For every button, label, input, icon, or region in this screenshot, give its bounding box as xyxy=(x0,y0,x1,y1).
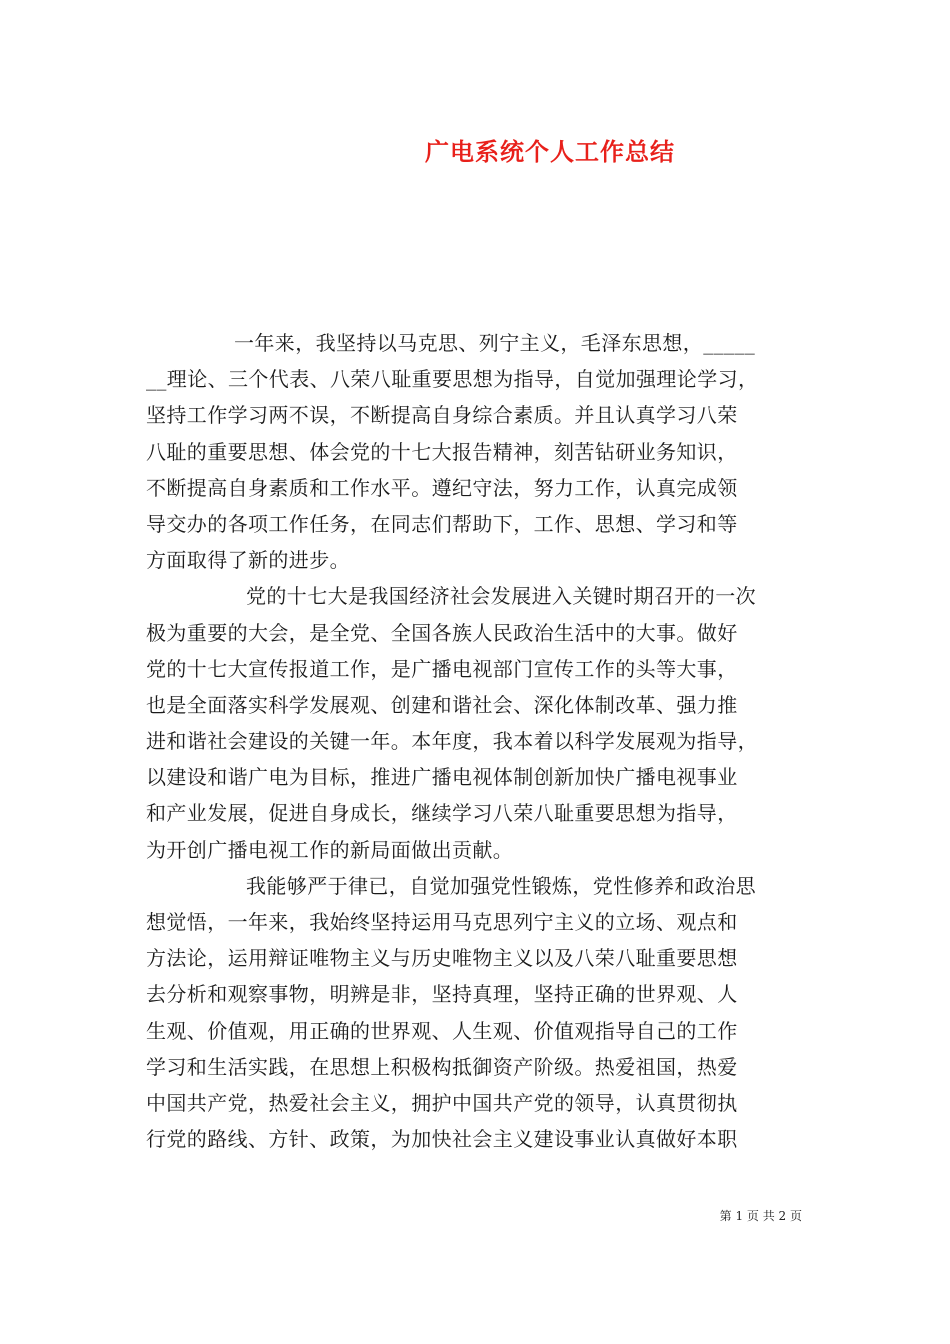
paragraph-line: 方面取得了新的进步。 xyxy=(146,548,350,573)
paragraph-line: 我能够严于律已，自觉加强党性锻炼，党性修养和政治思 xyxy=(246,873,756,898)
paragraph-line: 一年来，我坚持以马克思、列宁主义，毛泽东思想，_____ xyxy=(234,331,756,355)
paragraph-line: __理论、三个代表、八荣八耻重要思想为指导，自觉加强理论学习， xyxy=(146,367,759,392)
document-body xyxy=(146,325,810,1157)
paragraph-line: 也是全面落实科学发展观、创建和谐社会、深化体制改革、强力推 xyxy=(146,692,738,717)
paragraph-line: 以建设和谐广电为目标，推进广播电视体制创新加快广播电视事业 xyxy=(146,765,738,790)
paragraph-line: 为开创广播电视工作的新局面做出贡献。 xyxy=(146,837,514,862)
paragraph-line: 八耻的重要思想、体会党的十七大报告精神，刻苦钻研业务知识， xyxy=(146,439,738,464)
paragraph-3 xyxy=(146,868,810,1158)
paragraph-line: 中国共产党，热爱社会主义，拥护中国共产党的领导，认真贯彻执 xyxy=(146,1090,738,1115)
paragraph-line: 学习和生活实践，在思想上积极构抵御资产阶级。热爱祖国，热爱 xyxy=(146,1054,738,1079)
paragraph-1 xyxy=(146,325,810,578)
paragraph-line: 方法论，运用辩证唯物主义与历史唯物主义以及八荣八耻重要思想 xyxy=(146,946,738,971)
page-number-footer: 第 1 页 共 2 页 xyxy=(719,1209,802,1223)
paragraph-line: 进和谐社会建设的关键一年。本年度，我本着以科学发展观为指导， xyxy=(146,729,758,754)
paragraph-line: 极为重要的大会，是全党、全国各族人民政治生活中的大事。做好 xyxy=(146,620,738,645)
paragraph-line: 党的十七大宣传报道工作，是广播电视部门宣传工作的头等大事， xyxy=(146,656,738,681)
paragraph-line: 去分析和观察事物，明辨是非，坚持真理，坚持正确的世界观、人 xyxy=(146,982,738,1007)
paragraph-line: 行党的路线、方针、政策，为加快社会主义建设事业认真做好本职 xyxy=(146,1127,738,1152)
paragraph-line: 不断提高自身素质和工作水平。遵纪守法，努力工作，认真完成领 xyxy=(146,475,738,500)
paragraph-line: 生观、价值观，用正确的世界观、人生观、价值观指导自己的工作 xyxy=(146,1018,738,1043)
paragraph-line: 导交办的各项工作任务，在同志们帮助下，工作、思想、学习和等 xyxy=(146,511,738,536)
paragraph-line: 想觉悟，一年来，我始终坚持运用马克思列宁主义的立场、观点和 xyxy=(146,910,738,934)
page-title: 广电系统个人工作总结 xyxy=(425,138,675,166)
paragraph-line: 和产业发展，促进自身成长，继续学习八荣八耻重要思想为指导， xyxy=(146,801,738,826)
paragraph-line: 党的十七大是我国经济社会发展进入关键时期召开的一次 xyxy=(246,584,756,609)
paragraph-line: 坚持工作学习两不误，不断提高自身综合素质。并且认真学习八荣 xyxy=(146,403,738,428)
paragraph-2 xyxy=(146,578,810,868)
